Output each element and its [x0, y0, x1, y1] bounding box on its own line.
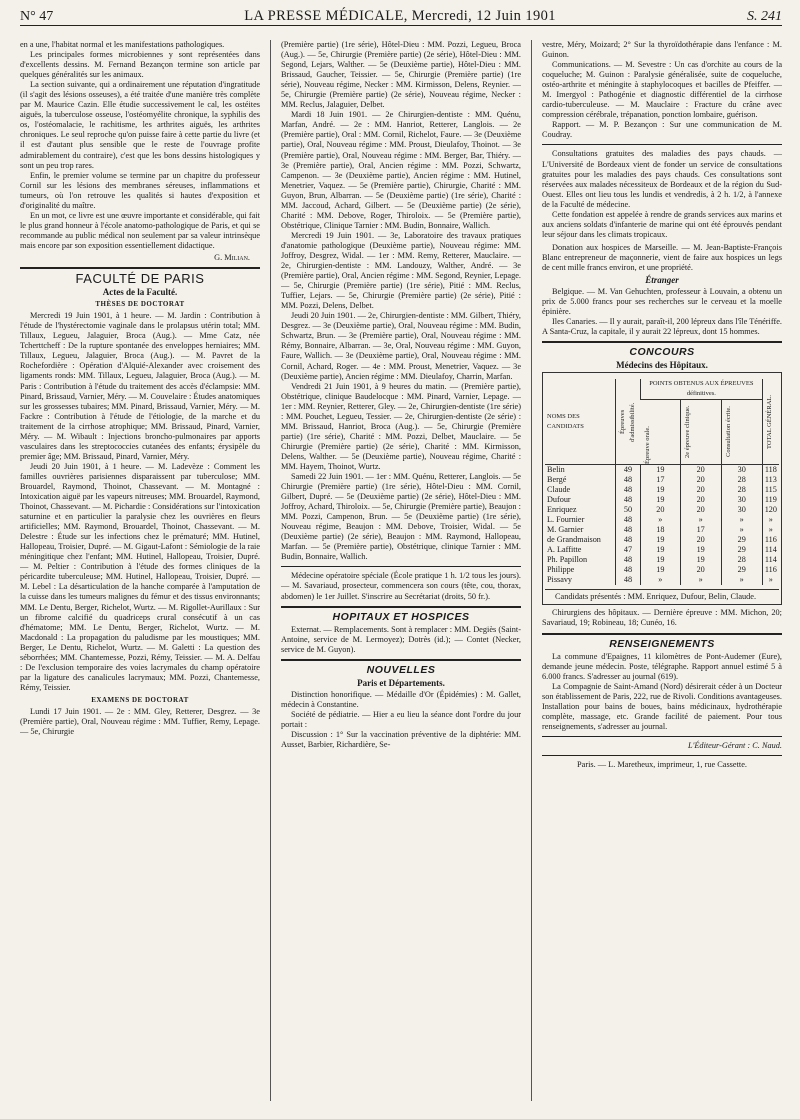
paragraph: Rapport. — M. P. Bezançon : Sur une communication de M. Coudray. — [542, 120, 782, 140]
score-cell: 30 — [721, 465, 762, 476]
score-cell: 48 — [616, 535, 641, 545]
paragraph: Jeudi 20 Juin 1901. — 2e, Chirurgien-dentiste : MM. Gilbert, Thiéry, Desgrez. — 3e (Deuxième partie), Oral, Nouveau régime : MM. Budin, Schwartz, Brun. — 3e (Première partie), Oral, Nouveau régime : MM. Rémy, Bonnaire, Albarran. — 3e, Oral, Nouveau régime : MM. Guyon, Faure, Wallich. — 3e (Deuxième partie), Oral, Nouveau régime : MM. Cornil, Achard, Roger. — 4e : MM. Proust, Menetrier, Vaquez. — 3e (Deuxième partie), Ancien régime : MM. Dieulafoy, Charrin, Marfan. — [281, 311, 521, 381]
table-row — [545, 545, 779, 555]
col-header: Épreuves d'admissibilité. — [619, 402, 636, 442]
column-separator — [531, 40, 532, 1101]
renseignements-title: RENSEIGNEMENTS — [609, 637, 715, 650]
score-cell: 19 — [641, 545, 681, 555]
score-cell: 48 — [616, 495, 641, 505]
candidate-name: de Grandmaison — [547, 535, 601, 545]
candidate-name: Enriquez — [547, 505, 577, 515]
issue-number: N° 47 — [20, 9, 54, 24]
paragraph: Mardi 18 Juin 1901. — 2e Chirurgien-dentiste : MM. Quénu, Marfan, André. — 2e : MM. Hanriot, Retterer, Langlois. — 2e (Première partie), Oral : MM. Cornil, Richelot, Faure. — 3e (Deuxième partie), Oral, Nouveau régime : MM. Proust, Dieulafoy, Thoinot. — 3e (Première partie), Oral, Nouveau régime : MM. Berger, Bar, Thiéry. — 3e (Première partie), Oral, Ancien régime : MM. Pozzi, Schwartz, Campenon. — 3e (Deuxième partie), Ancien régime : MM. Hutinel, Menetrier, Vaquez. — 5e (Première partie), Chirurgie, Charité : MM. Guyon, Brun, Albarran. — 5e (Deuxième partie) (1re série), Charité : MM. Jaccoud, Achard, Gilbert. — 5e (Deuxième partie) (2e série), Charité : MM. Debove, Roger, Thiroloix. — 5e (Première partie), Obstétrique, Clinique Tarnier : MM. Budin, Bonnaire, Wallich. — [281, 110, 521, 230]
paragraph: Externat. — Remplacements. Sont à remplacer : MM. Degiès (Saint-Antoine, service de M. Lermoyez); Dotrès (id.); — Contet (Necker, service de M. Guyon). — [281, 624, 521, 654]
score-cell: 116 — [762, 565, 779, 575]
paragraph: Distinction honorifique. — Médaille d'Or (Épidémies) : M. Gallet, médecin à Constantine. — [281, 689, 521, 709]
score-cell: 20 — [680, 535, 721, 545]
paragraph: Communications. — M. Sevestre : Un cas d'orchite au cours de la coqueluche; M. Guinon : Paralysie généralisée, suite de coqueluche, ostéo-arthrite et méningite à staphylocoques et bacilles de Pfeiffer. — M. Imergyol : Pathogénie et diagnostic différentiel de la cirrhose cardio-tuberculeuse. — M. Mauclaire : Fracture du crâne avec compression cérébrale, trépanation, ponction lombaire, guérison. — [542, 60, 782, 120]
candidate-name: Pissavy — [547, 575, 573, 585]
candidate-name: Belin — [547, 465, 565, 475]
journal-title: LA PRESSE MÉDICALE, Mercredi, 12 Juin 1901 — [244, 8, 556, 24]
results-body — [545, 465, 779, 586]
table-row — [545, 505, 779, 515]
score-cell: 19 — [641, 485, 681, 495]
table-row — [545, 565, 779, 575]
paragraph: Lundi 17 Juin 1901. — 2e : MM. Gley, Retterer, Desgrez. — 3e (Première partie), Oral, Nouveau régime : MM. Tuffier, Remy, Lepage. — 5e, Chirurgie — [20, 707, 260, 737]
score-cell: 29 — [721, 535, 762, 545]
paragraph: Médecine opératoire spéciale (École pratique 1 h. 1/2 tous les jours). — M. Savariaud, prosecteur, commencera son cours (tête, cou, thorax, abdomen) le 1er Juillet. S'inscrire au Secrétariat (droits, 50 fr.). — [281, 571, 521, 601]
points-header: POINTS OBTENUS AUX ÉPREUVES définitives. — [641, 379, 763, 400]
table-row — [545, 525, 779, 535]
candidate-name: Ph. Papillon — [547, 555, 588, 565]
score-cell: 114 — [762, 555, 779, 565]
score-cell: 48 — [616, 485, 641, 495]
divider — [542, 736, 782, 737]
candidate-name: Bergé — [547, 475, 567, 485]
score-cell: 30 — [721, 505, 762, 515]
table-row — [545, 575, 779, 585]
etranger-title: Étranger — [645, 275, 679, 286]
score-cell: 28 — [721, 475, 762, 485]
score-cell: 19 — [680, 545, 721, 555]
paragraph: Jeudi 20 Juin 1901, à 1 heure. — M. Ladevèze : Comment les familles ouvrières parisiennes disparaissent par tuberculose; MM. Brouardel, Raymond, Thoinot, Chassevant. — M. Montagné : Intoxication aiguë par les vapeurs nitreuses; MM. Brouardel, Raymond, Thoinot, Chassevant. — M. Pichardie : Considérations sur l'intoxication saturnine et en particulier la paralysie chez les ouvrières en fleurs artificielles; MM. Raymond, Brouardel, Thoinot, Chassevant. — M. Delestre : Étude sur les infections chez le prématuré; MM. Hutinel, Hallopeau, Troisier, Dupré. — M. Gigaut-Lafont : Sémiologie de la raie méningitique chez l'enfant; MM. Hutinel, Hallopeau, Troisier, Dupré. — M. Peltier : Contribution à l'étude des formes cliniques de la péricardite tuberculeuse; MM. Hutinel, Hallopeau, Troisier, Dupré. — M. Lebel : La désarticulation de la hanche comparée à l'amputation de la cuisse dans les tumeurs malignes du fémur et des tissus environnants; MM. Le Dentu, Berger, Richelot, Wurtz. — M. Rigollet-Aurillaux : Sur un fibrome calcifié du quadriceps crural consécutif à un cas d'hématome; MM. Le Dentu, Berger, Richelot, Wurtz. — M. Macdonald : La propagation du paludisme par les moustiques; MM. Berger, Le Dentu, Richelot, Wurtz. — M. Galetti : La question des séborrhées; MM. Chantemesse, Pozzi, Rémy, Teissier. — M. A. Delfau : De l'exclusion temporaire des voies lacrymales du champ opératoire par la ligature des canalicules lacrymaux; MM. Pozzi, Chantemesse, Rémy, Teissier. — [20, 461, 260, 692]
score-cell: 20 — [680, 465, 721, 476]
score-cell: 115 — [762, 485, 779, 495]
score-cell: » — [762, 525, 779, 535]
score-cell: 28 — [721, 485, 762, 495]
acts-title: Actes de la Faculté. — [102, 287, 178, 298]
paragraph: Chirurgiens des hôpitaux. — Dernière épreuve : MM. Michon, 20; Savariaud, 19; Robineau, 18; Cunéo, 16. — [542, 608, 782, 628]
paragraph: Société de pédiatrie. — Hier a eu lieu la séance dont l'ordre du jour portait : — [281, 709, 521, 729]
score-cell: » — [721, 525, 762, 535]
score-cell: » — [680, 515, 721, 525]
score-cell: » — [762, 575, 779, 585]
paragraph: La commune d'Epaignes, 11 kilomètres de Pont-Audemer (Eure), demande jeune médecin. Poste, télégraphe. Rapport annuel estimé 5 à 6.000 francs. S'adresser au journal (619). — [542, 651, 782, 681]
table-row — [545, 465, 779, 476]
score-cell: 19 — [680, 555, 721, 565]
score-cell: 50 — [616, 505, 641, 515]
score-cell: 48 — [616, 515, 641, 525]
signature: G. Milian. — [214, 252, 250, 262]
score-cell: 19 — [641, 535, 681, 545]
table-footer: Candidats présentés : MM. Enriquez, Dufour, Belin, Claude. — [555, 592, 757, 602]
divider — [542, 633, 782, 635]
paragraph: Enfin, le premier volume se termine par un chapitre du professeur Cornil sur les lésions des membranes séreuses, inflammations et tumeurs, où l'on retrouve les qualités si hautes d'exposition et d'originalité du maître. — [20, 170, 260, 210]
hospitals-title: HOPITAUX ET HOSPICES — [332, 610, 470, 623]
paragraph: Iles Canaries. — Il y aurait, paraît-il, 200 lépreux dans l'île Ténériffe. A Santa-Cruz, la capitale, il y aurait 22 lépreux, dont 15 hommes. — [542, 317, 782, 337]
score-cell: 48 — [616, 565, 641, 575]
score-cell: 118 — [762, 465, 779, 476]
candidate-name: Claude — [547, 485, 571, 495]
faculty-title: FACULTÉ DE PARIS — [75, 271, 205, 287]
paragraph: Donation aux hospices de Marseille. — M. Jean-Baptiste-François Blanc entrepreneur de maçonnerie, vient de faire aux hospices un legs de cent mille francs environ, et une propriété. — [542, 242, 782, 272]
concours-title: CONCOURS — [629, 346, 695, 359]
divider — [20, 267, 260, 269]
results-table — [545, 379, 779, 585]
col-header: Consultation écrite. — [724, 406, 732, 458]
score-cell: 28 — [721, 555, 762, 565]
score-cell: 19 — [641, 465, 681, 476]
score-cell: 19 — [641, 495, 681, 505]
paragraph: La Compagnie de Saint-Amand (Nord) désirerait céder à un Docteur son établissement de Paris, 222, rue de Rivoli. Conditions avantageuses. Installation pour bains de boues, bains médicinaux, hydrothérapie complète, massage, etc. Grande facilité de paiement. Pour tous renseignements, s'adresser au journal. — [542, 681, 782, 731]
table-row — [545, 495, 779, 505]
divider — [281, 659, 521, 661]
score-cell: » — [762, 515, 779, 525]
paragraph: vestre, Méry, Moizard; 2° Sur la thyroïdothérapie dans l'enfance : M. Guinon. — [542, 40, 782, 60]
score-cell: » — [721, 575, 762, 585]
exams-title: EXAMENS DE DOCTORAT — [91, 695, 189, 704]
paragraph: Mercredi 19 Juin 1901, à 1 heure. — M. Jardin : Contribution à l'étude de l'hystérectomie vaginale dans le prolapsus utérin total; MM. Tillaux, Legueu, Jalaguier, Broca (Aug.). — Mme Catz, née Tcherttcheff : De la rupture spontanée des enveloppes herniaires; MM. Tillaux, Legueu, Jalaguier, Broca (Aug.). — M. Pavret de la Rochefordière : Opération d'Alquié-Alexander avec croisement des ligaments ronds: MM. Tillaux, Legueu, Jalaguier, Broca (Aug.). — M. Paris : Contribution à l'étude du traitement des accès d'éclampsie: MM. Pinard, Brissaud, Varnier, Méry. — M. Couvelaire : Études anatomiques sur les grossesses tubaires; MM. Pinard, Brissaud, Varnier, Méry. — M. Fackre : Contribution à l'étude de l'étiologie, de la marche et du traitement de la cirrhose atrophique; MM. Brissaud, Pinard, Varnier, Méry. — M. Wibault : Injections broncho-pulmonaires par apports vasculaires dans les streptococcies cutanées des enfants; érysipèle du premier âge; MM. Brissaud, Pinard, Varnier, Méry. — [20, 311, 260, 461]
score-cell: 20 — [680, 475, 721, 485]
results-table-box — [542, 372, 782, 605]
score-cell: 19 — [641, 555, 681, 565]
paragraph: En un mot, ce livre est une œuvre importante et considérable, qui fait le plus grand honneur à l'école anatomo-pathologique de Paris, et qui se recommande au public médical non seulement par sa valeur intrinsèque mais encore par son exposition essentiellement didactique. — [20, 210, 260, 250]
column-3 — [542, 40, 782, 1101]
score-cell: 20 — [680, 505, 721, 515]
candidate-name: A. Laffitte — [547, 545, 582, 555]
paragraph: (Première partie) (1re série), Hôtel-Dieu : MM. Pozzi, Legueu, Broca (Aug.). — 5e, Chirurgie (Première partie) (2e série), Hôtel-Dieu : MM. Segond, Lejars, Walther. — 5e (Deuxième partie), Hôtel-Dieu : MM. Brissaud, Gaucher, Teissier. — 5e, Chirurgie (Première partie) (1re série), Nouveau régime, Necker : MM. Kirmisson, Delens, Reynier. — 5e, Chirurgie (Première partie) (2e série), Nouveau régime, Necker : MM. Reclus, Jalaguier, Delbet. — [281, 40, 521, 110]
candidate-name: M. Garnier — [547, 525, 584, 535]
divider — [542, 341, 782, 343]
paris-title: Paris et Départements. — [357, 677, 445, 688]
score-cell: 116 — [762, 535, 779, 545]
paragraph: Discussion : 1° Sur la vaccination préventive de la diphtérie: MM. Ausset, Barbier, Richardière, Se- — [281, 730, 521, 750]
candidate-name: L. Fournier — [547, 515, 585, 525]
score-cell: 20 — [641, 505, 681, 515]
paragraph: Vendredi 21 Juin 1901, à 9 heures du matin. — (Première partie), Obstétrique, clinique Baudelocque : MM. Pinard, Varnier, Lepage. — 1er : MM. Reynier, Retterer, Gley. — 2e, Chirurgien-dentiste (1re série) : MM. Pouchet, Legueu, Tessier. — 2e, Chirurgien-dentiste (2e série) : MM. Brissaud, Hanriot, Broca (Aug.). — 5e, Chirurgie (Première partie) (1re série), Charité : MM. Pozzi, Delbet, Mauclaire. — 5e Chirurgie (Première partie) (2e série), Charité : MM. Kirmisson, Delens, Walther. — 5e (Deuxième partie), Nouveau régime, Charité : MM. Hayem, Thoinot, Wurtz. — [281, 381, 521, 471]
candidate-name: Dufour — [547, 495, 571, 505]
divider — [281, 566, 521, 567]
score-cell: 29 — [721, 545, 762, 555]
paragraph: en a une, l'habitat normal et les manifestations pathologiques. — [20, 40, 225, 49]
score-cell: 18 — [641, 525, 681, 535]
score-cell: 17 — [680, 525, 721, 535]
score-cell: 47 — [616, 545, 641, 555]
score-cell: 20 — [680, 495, 721, 505]
column-1 — [20, 40, 260, 1101]
score-cell: 20 — [680, 485, 721, 495]
divider — [542, 755, 782, 756]
paragraph: Cette fondation est appelée à rendre de grands services aux marins et aux anciens soldats d'infanterie de marine qui ont été éprouvés pendant leur séjour dans les climats tropicaux. — [542, 209, 782, 239]
col-header: Épreuve orale. — [643, 426, 651, 465]
score-cell: 119 — [762, 495, 779, 505]
score-cell: » — [721, 515, 762, 525]
score-cell: 48 — [616, 525, 641, 535]
score-cell: 17 — [641, 475, 681, 485]
name-header: NOMS DES CANDIDATS — [545, 379, 616, 465]
table-row — [545, 485, 779, 495]
col-header: TOTAL GÉNÉRAL. — [765, 394, 773, 449]
score-cell: 114 — [762, 545, 779, 555]
table-row — [545, 475, 779, 485]
candidate-name: Philippe — [547, 565, 575, 575]
theses-title: THÈSES DE DOCTORAT — [95, 300, 185, 309]
score-cell: 48 — [616, 555, 641, 565]
score-cell: 48 — [616, 475, 641, 485]
paragraph: Belgique. — M. Van Gehuchten, professeur à Louvain, a obtenu un prix de 5.000 francs pour ses recherches sur le cerveau et la moelle épinière. — [542, 287, 782, 317]
table-row — [545, 535, 779, 545]
paragraph: La section suivante, qui a ordinairement une réputation d'ingratitude (il s'agit des lésions osseuses), a été traitée d'une manière très complète par M. Maurice Cazin. Elle étudie successivement le cal, les ostéites aiguës, la tuberculose osseuse, l'ostéomyélite chronique, la syphilis des os, l'ostéomalacie, le rachitisme, les arthrites aiguës, les arthrites chroniques. Le seul reproche qu'on puisse faire à cette partie du livre (et il est d'autant plus sensible que le reste de l'ouvrage profite admirablement du contraire), c'est que les bons dessins histologiques y sont un peu trop rares. — [20, 80, 260, 170]
score-cell: 120 — [762, 505, 779, 515]
column-separator — [270, 40, 271, 1101]
score-cell: 30 — [721, 495, 762, 505]
paragraph: Samedi 22 Juin 1901. — 1er : MM. Quénu, Retterer, Langlois. — 5e Chirurgie (Première partie) (1re série), Hôtel-Dieu : MM. Cornil, Gilbert, Dupré. — 5e (Deuxième partie) (2e série), Hôtel-Dieu : MM. Joffroy, Achard, Thiroloix. — 5e, Chirurgie (Première partie), Beaujon : MM. Pozzi, Campenon, Brun. — 5e (Deuxième partie) (1re série), Nouveau régime, Beaujon : MM. Debove, Troisier, Widal. — 5e (Deuxième partie) (2e série), Beaujon : MM. Raymond, Hallopeau, Marfan. — 5e (Première partie), Obstétrique, clinique Tarnier : MM. Budin, Bonnaire, Wallich. — [281, 472, 521, 562]
score-cell: 20 — [680, 565, 721, 575]
news-title: NOUVELLES — [366, 663, 436, 676]
column-2 — [281, 40, 521, 1101]
table-row — [545, 515, 779, 525]
divider — [542, 144, 782, 145]
page-number: S. 241 — [747, 9, 782, 24]
score-cell: 19 — [641, 565, 681, 575]
paragraph: Consultations gratuites des maladies des pays chauds. — L'Université de Bordeaux vient de fonder un service de consultations gratuites pour les maladies des pays chauds. Ces consultations sont réservées aux malades nécessiteux de Bordeaux et de la région du Sud-Ouest. Elles ont lieu tous les lundis et vendredis, à 2 h. 1/2, à l'annexe de la Faculté de médecine. — [542, 149, 782, 209]
score-cell: 49 — [616, 465, 641, 476]
score-cell: 113 — [762, 475, 779, 485]
divider — [281, 606, 521, 608]
score-cell: 29 — [721, 565, 762, 575]
score-cell: 48 — [616, 575, 641, 585]
score-cell: » — [641, 575, 681, 585]
paragraph: Les principales formes microbiennes y sont représentées dans d'excellents dessins. M. Fernand Bezançon termine son article par quelques généralités sur les animaux. — [20, 50, 260, 80]
score-cell: » — [641, 515, 681, 525]
table-row — [545, 555, 779, 565]
gerant: L'Éditeur-Gérant : C. Naud. — [687, 740, 782, 750]
imprimeur: Paris. — L. Maretheux, imprimeur, 1, rue Cassette. — [577, 759, 747, 769]
page-header — [20, 0, 782, 26]
paragraph: Mercredi 19 Juin 1901. — 3e, Laboratoire des travaux pratiques d'anatomie pathologique (Deuxième partie), Nouveau régime: MM. Joffroy, Desgrez, Widal. — 1er : MM. Remy, Retterer, Mauclaire. — 2e, Chirurgien-dentiste : MM. Landouzy, Walther, André. — 3e (Première partie), Oral, Ancien régime : MM. Segond, Reynier, Lepage. — 5e, Chirurgie (Première partie) (1re série), Pitié : MM. Reclus, Tuffier, Lejars. — 5e, Chirurgie (Première partie) (2e série), Pitié : MM. Pozzi, Delens, Delbet. — [281, 230, 521, 311]
col-header: 2e épreuve clinique. — [683, 406, 691, 459]
score-cell: » — [680, 575, 721, 585]
medecins-title: Médecins des Hôpitaux. — [616, 360, 708, 371]
